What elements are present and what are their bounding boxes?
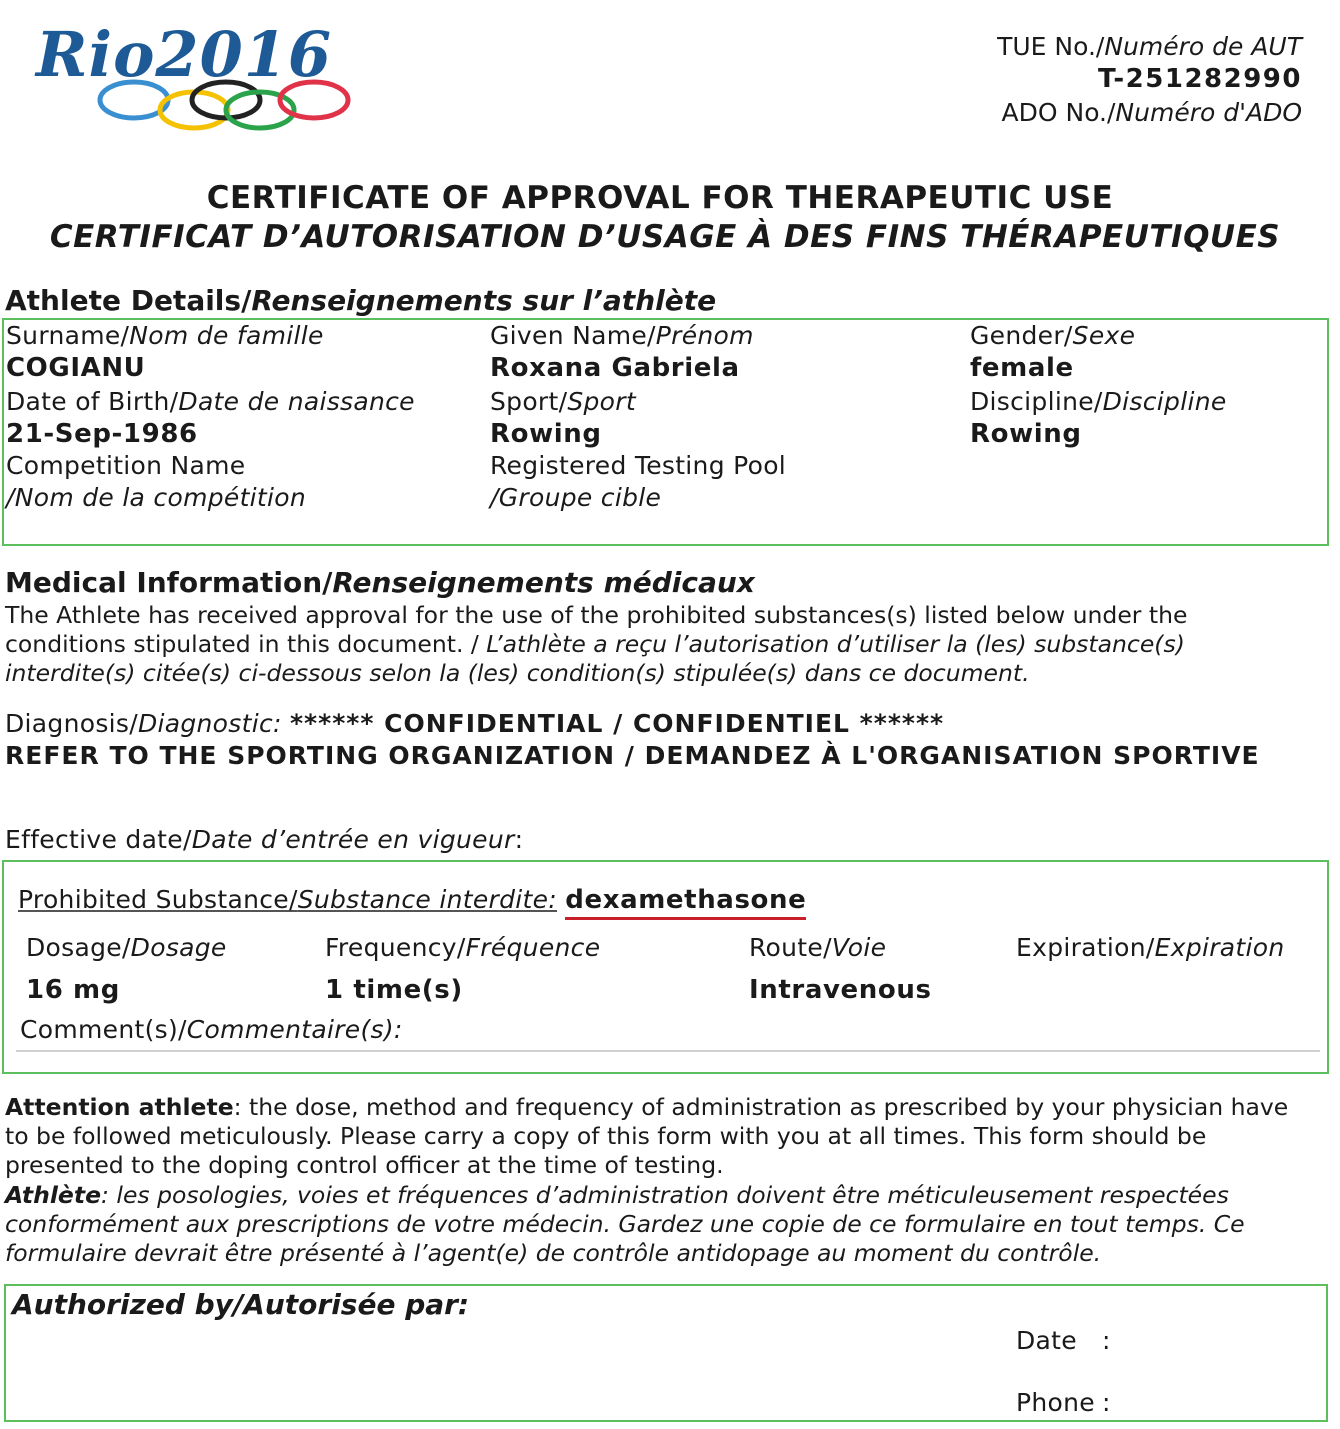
athlete-heading-en: Athlete Details/ xyxy=(5,284,252,317)
route-label xyxy=(749,933,886,962)
tue-label-fr: Numéro de AUT xyxy=(1104,32,1302,61)
discipline-label xyxy=(970,387,1227,416)
expiration-label xyxy=(1016,933,1285,962)
surname-label-fr: Nom de famille xyxy=(129,321,324,350)
rio2016-logo-text: Rio2016 xyxy=(36,18,332,91)
gender-label xyxy=(970,321,1135,350)
ado-label: ADO No./ xyxy=(1001,98,1116,127)
comment-divider xyxy=(16,1050,1320,1052)
expiration-label-en: Expiration/ xyxy=(1016,933,1155,962)
attention-en-bold: Attention athlete xyxy=(5,1093,234,1121)
medical-intro-line2-en: conditions stipulated in this document. / xyxy=(5,630,487,658)
frequency-value: 1 time(s) xyxy=(325,975,463,1005)
competition-label: Competition Name xyxy=(6,451,246,480)
olympic-rings-icon xyxy=(96,76,356,132)
attention-en-line1: : the dose, method and frequency of administration as prescribed by your physician have xyxy=(233,1093,1289,1121)
discipline-label-en: Discipline/ xyxy=(970,387,1103,416)
date-colon: : xyxy=(1102,1326,1111,1355)
pool-label-fr: /Groupe cible xyxy=(490,483,662,512)
gender-label-fr: Sexe xyxy=(1072,321,1136,350)
given-label-en: Given Name/ xyxy=(490,321,656,350)
dosage-value: 16 mg xyxy=(26,975,120,1005)
gender-label-en: Gender/ xyxy=(970,321,1073,350)
authorized-heading: Authorized by/Autorisée par: xyxy=(12,1288,470,1321)
comment-label-en: Comment(s)/ xyxy=(20,1015,187,1044)
tue-number: T-251282990 xyxy=(1097,64,1302,94)
gender-value: female xyxy=(970,353,1074,383)
medical-heading-en: Medical Information/ xyxy=(5,566,333,599)
diagnosis-row xyxy=(5,709,944,738)
sport-label-en: Sport/ xyxy=(490,387,568,416)
attention-en xyxy=(5,1093,1288,1180)
surname-value: COGIANU xyxy=(6,353,146,383)
comment-label xyxy=(20,1015,403,1044)
diagnosis-refer: REFER TO THE SPORTING ORGANIZATION / DEMANDEZ À L'ORGANISATION SPORTIVE xyxy=(5,741,1260,770)
surname-label-en: Surname/ xyxy=(6,321,130,350)
attention-fr-line3: formulaire devrait être présenté à l’agent(e) de contrôle antidopage au moment du contrôle. xyxy=(5,1239,1102,1267)
tue-header xyxy=(997,30,1302,129)
dob-label-en: Date of Birth/ xyxy=(6,387,179,416)
medical-intro-line1: The Athlete has received approval for the use of the prohibited substances(s) listed below under the xyxy=(5,601,1188,629)
date-label: Date xyxy=(1016,1326,1077,1355)
given-label-fr: Prénom xyxy=(655,321,754,350)
attention-fr-line1: : les posologies, voies et fréquences d’administration doivent être méticuleusement respectées xyxy=(101,1181,1229,1209)
effective-label-fr: Date d’entrée en vigueur xyxy=(191,825,515,854)
attention-fr-line2: conformément aux prescriptions de votre médecin. Gardez une copie de ce formulaire en tout temps. Ce xyxy=(5,1210,1245,1238)
sport-value: Rowing xyxy=(490,419,602,449)
medical-intro-line2-fr: L’athlète a reçu l’autorisation d’utiliser la (les) substance(s) xyxy=(486,630,1185,658)
sport-label-fr: Sport xyxy=(567,387,636,416)
phone-colon: : xyxy=(1102,1388,1111,1417)
medical-heading-fr: Renseignements médicaux xyxy=(332,566,755,599)
dob-value: 21-Sep-1986 xyxy=(6,419,198,449)
route-value: Intravenous xyxy=(749,975,932,1005)
effective-colon: : xyxy=(514,825,524,854)
discipline-label-fr: Discipline xyxy=(1102,387,1227,416)
substance-label-fr: Substance interdite: xyxy=(297,885,558,914)
title-en: CERTIFICATE OF APPROVAL FOR THERAPEUTIC USE xyxy=(206,180,1114,216)
dosage-label-en: Dosage/ xyxy=(26,933,131,962)
discipline-value: Rowing xyxy=(970,419,1082,449)
diagnosis-label-fr: Diagnostic: xyxy=(137,709,282,738)
attention-fr xyxy=(5,1181,1245,1268)
ado-label-fr: Numéro d'ADO xyxy=(1115,98,1302,127)
substance-name: dexamethasone xyxy=(565,885,806,920)
dob-label xyxy=(6,387,415,416)
surname-label xyxy=(6,321,324,350)
medical-intro xyxy=(5,601,1188,688)
pool-label: Registered Testing Pool xyxy=(490,451,787,480)
attention-fr-bold: Athlète xyxy=(5,1181,102,1209)
substance-row xyxy=(18,885,806,915)
medical-heading xyxy=(5,566,755,599)
athlete-heading xyxy=(5,284,716,317)
substance-label xyxy=(18,885,557,914)
frequency-label xyxy=(325,933,600,962)
substance-label-en: Prohibited Substance/ xyxy=(18,885,298,914)
attention-en-line3: presented to the doping control officer at the time of testing. xyxy=(5,1151,724,1179)
diagnosis-label: Diagnosis/ xyxy=(5,709,138,738)
dosage-label xyxy=(26,933,227,962)
effective-label-en: Effective date/ xyxy=(5,825,192,854)
athlete-heading-fr: Renseignements sur l’athlète xyxy=(251,284,717,317)
given-name-label xyxy=(490,321,754,350)
route-label-en: Route/ xyxy=(749,933,832,962)
comment-label-fr: Commentaire(s): xyxy=(186,1015,403,1044)
medical-intro-line3-fr: interdite(s) citée(s) ci-dessous selon la (les) condition(s) stipulée(s) dans ce document. xyxy=(5,659,1030,687)
frequency-label-fr: Fréquence xyxy=(465,933,601,962)
phone-label: Phone xyxy=(1016,1388,1095,1417)
diagnosis-value: ****** CONFIDENTIAL / CONFIDENTIEL ****** xyxy=(289,709,945,738)
expiration-label-fr: Expiration xyxy=(1154,933,1285,962)
sport-label xyxy=(490,387,636,416)
title-fr: CERTIFICAT D’AUTORISATION D’USAGE À DES FINS THÉRAPEUTIQUES xyxy=(49,219,1281,255)
given-name-value: Roxana Gabriela xyxy=(490,353,740,383)
competition-label-fr: /Nom de la compétition xyxy=(6,483,307,512)
frequency-label-en: Frequency/ xyxy=(325,933,466,962)
tue-label: TUE No./ xyxy=(997,32,1105,61)
route-label-fr: Voie xyxy=(831,933,887,962)
attention-en-line2: to be followed meticulously. Please carry a copy of this form with you at all times. This form should be xyxy=(5,1122,1207,1150)
dob-label-fr: Date de naissance xyxy=(178,387,415,416)
dosage-label-fr: Dosage xyxy=(130,933,227,962)
effective-date-label xyxy=(5,825,523,854)
